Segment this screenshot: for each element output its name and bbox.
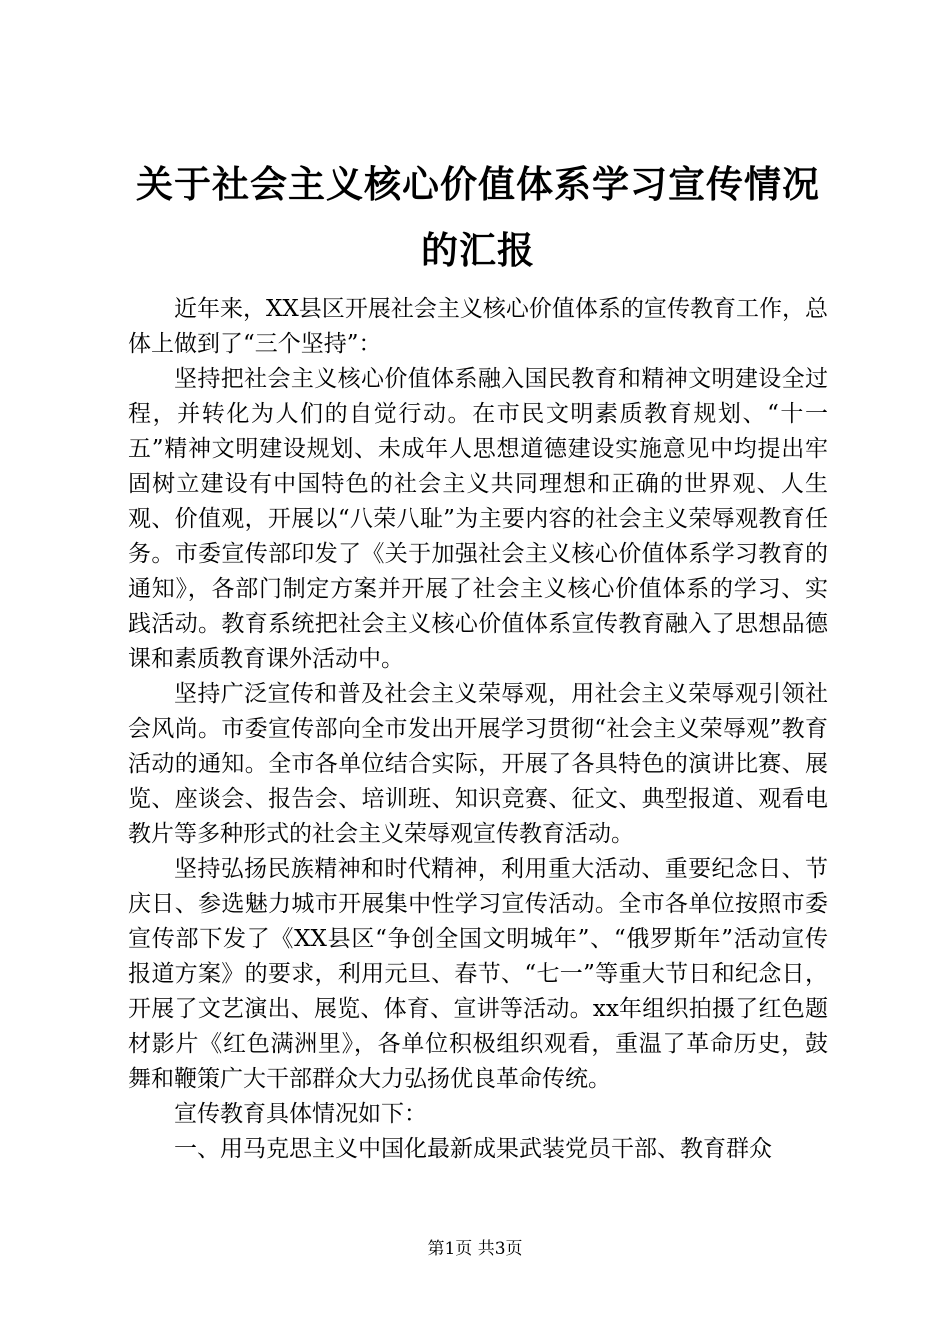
paragraph-intro: 近年来，XX县区开展社会主义核心价值体系的宣传教育工作，总体上做到了“三个坚持”：: [128, 296, 828, 357]
page-footer: 第1页 共3页: [427, 1239, 523, 1259]
paragraph-second-persistence: 坚持广泛宣传和普及社会主义荣辱观，用社会主义荣辱观引领社会风尚。市委宣传部向全市发出开展学习贯彻“社会主义荣辱观”教育活动的通知。全市各单位结合实际，开展了各具特色的演讲比赛、展览、座谈会、报告会、培训班、知识竞赛、征文、典型报道、观看电教片等多种形式的社会主义荣辱观宣传教育活动。: [128, 681, 828, 847]
document-body: [128, 292, 828, 1167]
paragraph-section-one: 一、用马克思主义中国化最新成果武装党员干部、教育群众: [174, 1136, 772, 1162]
paragraph-third-persistence: 坚持弘扬民族精神和时代精神，利用重大活动、重要纪念日、节庆日、参选魅力城市开展集中性学习宣传活动。全市各单位按照市委宣传部下发了《XX县区“争创全国文明城年”、“俄罗斯年”活动宣传报道方案》的要求，利用元旦、春节、“七一”等重大节日和纪念日，开展了文艺演出、展览、体育、宣讲等活动。xx年组织拍摄了红色题材影片《红色满洲里》，各单位积极组织观看，重温了革命历史，鼓舞和鞭策广大干部群众大力弘扬优良革命传统。: [128, 856, 828, 1092]
document-title: 关于社会主义核心价值体系学习宣传情况的汇报: [136, 163, 820, 272]
paragraph-first-persistence: 坚持把社会主义核心价值体系融入国民教育和精神文明建设全过程，并转化为人们的自觉行动。在市民文明素质教育规划、“十一五”精神文明建设规划、未成年人思想道德建设实施意见中均提出牢固树立建设有中国特色的社会主义共同理想和正确的世界观、人生观、价值观，开展以“八荣八耻”为主要内容的社会主义荣辱观教育任务。市委宣传部印发了《关于加强社会主义核心价值体系学习教育的通知》，各部门制定方案并开展了社会主义核心价值体系的学习、实践活动。教育系统把社会主义核心价值体系宣传教育融入了思想品德课和素质教育课外活动中。: [128, 366, 828, 672]
paragraph-details-lead: 宣传教育具体情况如下：: [174, 1101, 427, 1127]
